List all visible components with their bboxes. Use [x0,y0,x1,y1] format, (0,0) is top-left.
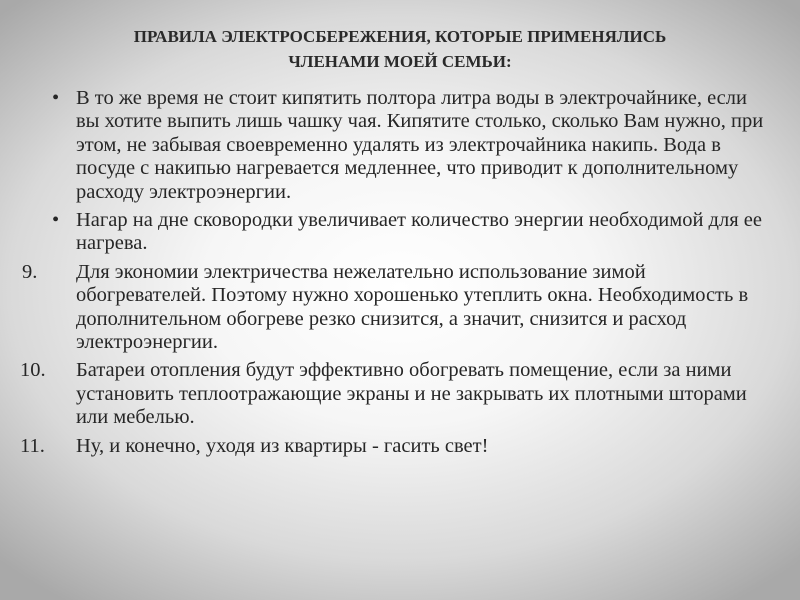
bullet-marker: • [52,87,60,109]
bullet-marker: • [52,209,60,232]
numbered-item-11 [22,435,774,458]
numbered-item-10 [22,359,774,429]
number-marker: 11. [20,434,45,457]
bullet-text: Нагар на дне сковородки увеличивает количество энергии необходимой для ее нагрева. [76,209,762,255]
number-marker: 9. [22,260,38,283]
numbered-item-9 [22,261,774,355]
slide-title [40,24,760,74]
slide-title-line-1: ПРАВИЛА ЭЛЕКТРОСБЕРЕЖЕНИЯ, КОТОРЫЕ ПРИМЕНЯЛИСЬ [133,27,667,46]
bullet-item [22,209,774,256]
numbered-text: Для экономии электричества нежелательно использование зимой обогревателей. Поэтому нужно хорошенько утеплить окна. Необходимость в дополнительном обогреве резко снизится, а значит, снизится и расход электроэнергии. [76,260,749,354]
bullet-item [22,87,774,204]
number-marker: 10. [20,359,46,382]
numbered-text: Ну, и конечно, уходя из квартиры - гасить свет! [76,434,489,457]
bullet-text: В то же время не стоит кипятить полтора литра воды в электрочайнике, если вы хотите выпить лишь чашку чая. Кипятите столько, сколько Вам нужно, при этом, не забывая своевременно удалять из электрочайника накипь. Вода в посуде с накипью нагревается медленнее, что приводит к дополнительному расходу электроэнергии. [76,87,764,203]
slide-body [22,87,774,463]
numbered-text: Батареи отопления будут эффективно обогревать помещение, если за ними установить теплоотражающие экраны и не закрывать их плотными шторами или мебелью. [76,359,747,429]
slide-title-line-2: ЧЛЕНАМИ МОЕЙ СЕМЬИ: [288,52,512,71]
